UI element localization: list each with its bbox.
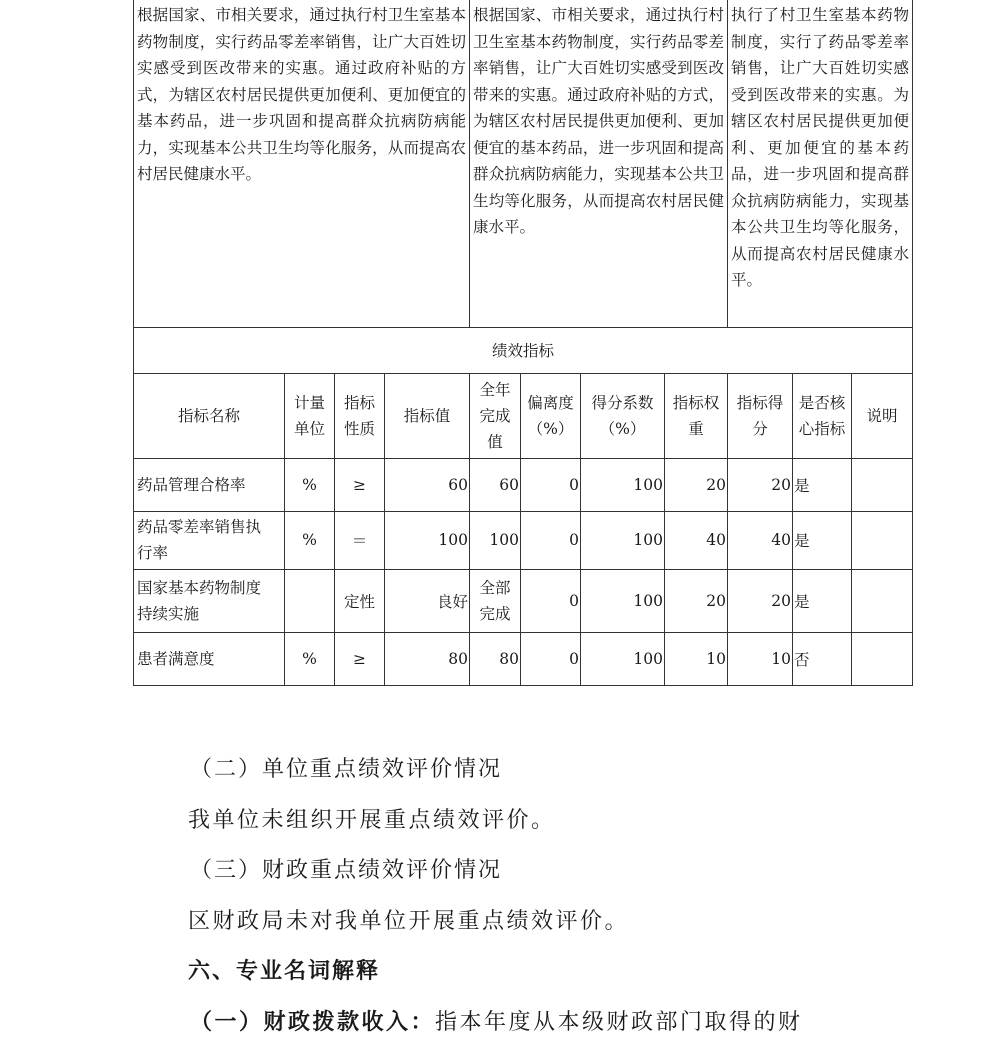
goal-text-cell-3: [728, 0, 913, 327]
target-value-cell: 60: [385, 458, 470, 511]
unit-cell: %: [285, 511, 335, 569]
deviation-cell: 0: [521, 632, 581, 685]
paragraph-3: 区财政局未对我单位开展重点绩效评价。: [188, 909, 630, 934]
nature-cell: ＝: [335, 511, 385, 569]
weight-cell: 20: [665, 458, 728, 511]
table-row: [134, 569, 913, 632]
indicator-name: 药品管理合格率: [134, 458, 285, 511]
goal-text-3: 执行了村卫生室基本药物制度，实行了药品零差率销售，让广大百姓切实感受到医改带来的实惠。为辖区农村居民提供更加便利、更加便宜的基本药品，进一步巩固和提高群众抗病防病能力，实现基本公共卫生均等化服务，从而提高农村居民健康水平。: [731, 6, 909, 289]
header-core: 是否核 心指标: [793, 373, 852, 458]
weight-cell: 40: [665, 511, 728, 569]
coef-cell: 100: [581, 458, 665, 511]
definition-term: （一）财政拨款收入：: [190, 1009, 436, 1035]
definition-text: 指本年度从本级财政部门取得的财: [435, 1010, 803, 1035]
goal-text-2: 根据国家、市相关要求，通过执行村卫生室基本药物制度，实行药品零差率销售，让广大百姓切实感受到医改带来的实惠。通过政府补贴的方式，为辖区农村居民提供更加便利、更加便宜的基本药品，进一步巩固和提高群众抗病防病能力，实现基本公共卫生均等化服务，从而提高农村居民健康水平。: [473, 6, 724, 236]
core-cell: 是: [793, 569, 852, 632]
indicator-name: 患者满意度: [134, 632, 285, 685]
coef-cell: 100: [581, 511, 665, 569]
header-name: 指标名称: [134, 373, 285, 458]
table-row: [134, 511, 913, 569]
nature-cell: ≥: [335, 632, 385, 685]
indicator-name: 国家基本药物制度 持续实施: [134, 569, 285, 632]
weight-cell: 20: [665, 569, 728, 632]
note-cell: [852, 458, 913, 511]
unit-cell: [285, 569, 335, 632]
section-title-row: [134, 327, 913, 373]
header-actual: 全年 完成 值: [470, 373, 521, 458]
score-cell: 20: [728, 569, 793, 632]
weight-cell: 10: [665, 632, 728, 685]
deviation-cell: 0: [521, 511, 581, 569]
unit-cell: %: [285, 632, 335, 685]
header-note: 说明: [852, 373, 913, 458]
actual-value-cell: 80: [470, 632, 521, 685]
header-unit: 计量 单位: [285, 373, 335, 458]
nature-cell: ≥: [335, 458, 385, 511]
actual-value-cell: 100: [470, 511, 521, 569]
note-cell: [852, 569, 913, 632]
target-value-cell: 良好: [385, 569, 470, 632]
score-cell: 20: [728, 458, 793, 511]
header-row: [134, 373, 913, 458]
unit-cell: %: [285, 458, 335, 511]
header-value: 指标值: [385, 373, 470, 458]
goal-text-cell-1: [134, 0, 470, 327]
coef-cell: 100: [581, 632, 665, 685]
core-cell: 是: [793, 511, 852, 569]
header-nature: 指标 性质: [335, 373, 385, 458]
note-cell: [852, 632, 913, 685]
deviation-cell: 0: [521, 569, 581, 632]
header-coef: 得分系数 （%）: [581, 373, 665, 458]
score-cell: 40: [728, 511, 793, 569]
goal-text-1: 根据国家、市相关要求，通过执行村卫生室基本药物制度，实行药品零差率销售，让广大百姓切实感受到医改带来的实惠。通过政府补贴的方式，为辖区农村居民提供更加便利、更加便宜的基本药品，进一步巩固和提高群众抗病防病能力，实现基本公共卫生均等化服务，从而提高农村居民健康水平。: [137, 6, 466, 183]
header-score: 指标得 分: [728, 373, 793, 458]
section-title: 绩效指标: [134, 327, 913, 373]
table-row: [134, 458, 913, 511]
target-value-cell: 100: [385, 511, 470, 569]
core-cell: 否: [793, 632, 852, 685]
performance-table: [133, 0, 913, 686]
table-row: [134, 632, 913, 685]
goal-row: [134, 0, 913, 327]
score-cell: 10: [728, 632, 793, 685]
actual-value-cell: 60: [470, 458, 521, 511]
deviation-cell: 0: [521, 458, 581, 511]
header-deviation: 偏离度 （%）: [521, 373, 581, 458]
note-cell: [852, 511, 913, 569]
nature-cell: 定性: [335, 569, 385, 632]
section-heading-6: 六、专业名词解释: [188, 958, 381, 984]
indicator-name: 药品零差率销售执 行率: [134, 511, 285, 569]
core-cell: 是: [793, 458, 852, 511]
section-heading-2: （二）单位重点绩效评价情况: [190, 757, 503, 782]
definition-paragraph: [190, 1005, 803, 1036]
target-value-cell: 80: [385, 632, 470, 685]
coef-cell: 100: [581, 569, 665, 632]
actual-value-cell: 全部 完成: [470, 569, 521, 632]
section-heading-3: （三）财政重点绩效评价情况: [190, 858, 503, 883]
header-weight: 指标权 重: [665, 373, 728, 458]
paragraph-2: 我单位未组织开展重点绩效评价。: [188, 808, 556, 833]
goal-text-cell-2: [470, 0, 728, 327]
